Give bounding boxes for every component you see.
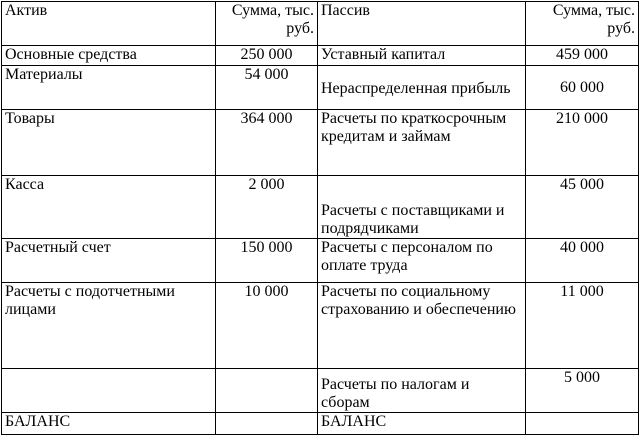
asset-amount: 364 000 [216, 110, 318, 176]
asset-name: Товары [2, 110, 216, 176]
liability-amount: 60 000 [526, 66, 639, 110]
asset-total-label: БАЛАНС [2, 413, 216, 435]
asset-name: Касса [2, 176, 216, 239]
table-row [2, 239, 639, 283]
asset-name [2, 369, 216, 413]
table-row [2, 176, 639, 239]
asset-amount: 150 000 [216, 239, 318, 283]
liability-amount: 210 000 [526, 110, 639, 176]
asset-name: Расчеты с подотчетными лицами [2, 283, 216, 369]
asset-amount: 2 000 [216, 176, 318, 239]
asset-amount: 10 000 [216, 283, 318, 369]
table-row [2, 66, 639, 110]
liability-name: Уставный капитал [318, 46, 526, 66]
asset-name: Расчетный счет [2, 239, 216, 283]
asset-total-amount [216, 413, 318, 435]
liability-amount: 459 000 [526, 46, 639, 66]
table-row [2, 283, 639, 369]
asset-name: Материалы [2, 66, 216, 110]
liability-total-label: БАЛАНС [318, 413, 526, 435]
asset-amount: 250 000 [216, 46, 318, 66]
liability-name: Расчеты с персоналом по оплате труда [318, 239, 526, 283]
liability-name: Нераспределенная прибыль [318, 66, 526, 110]
table-footer-row [2, 413, 639, 435]
header-asset-amount: Сумма, тыс. руб. [216, 2, 318, 46]
header-liability: Пассив [318, 2, 526, 46]
table-header-row [2, 2, 639, 46]
header-liability-amount: Сумма, тыс. руб. [526, 2, 639, 46]
table-row [2, 110, 639, 176]
liability-amount: 45 000 [526, 176, 639, 239]
liability-amount: 5 000 [526, 369, 639, 413]
asset-amount: 54 000 [216, 66, 318, 110]
liability-total-amount [526, 413, 639, 435]
liability-name: Расчеты по краткосрочным кредитам и займам [318, 110, 526, 176]
header-asset: Актив [2, 2, 216, 46]
table-row [2, 369, 639, 413]
asset-amount [216, 369, 318, 413]
liability-name: Расчеты по налогам и сборам [318, 369, 526, 413]
liability-name: Расчеты по социальному страхованию и обеспечению [318, 283, 526, 369]
asset-name: Основные средства [2, 46, 216, 66]
balance-sheet-table [1, 1, 639, 435]
table-row [2, 46, 639, 66]
liability-name: Расчеты с поставщиками и подрядчиками [318, 176, 526, 239]
liability-amount: 11 000 [526, 283, 639, 369]
liability-amount: 40 000 [526, 239, 639, 283]
